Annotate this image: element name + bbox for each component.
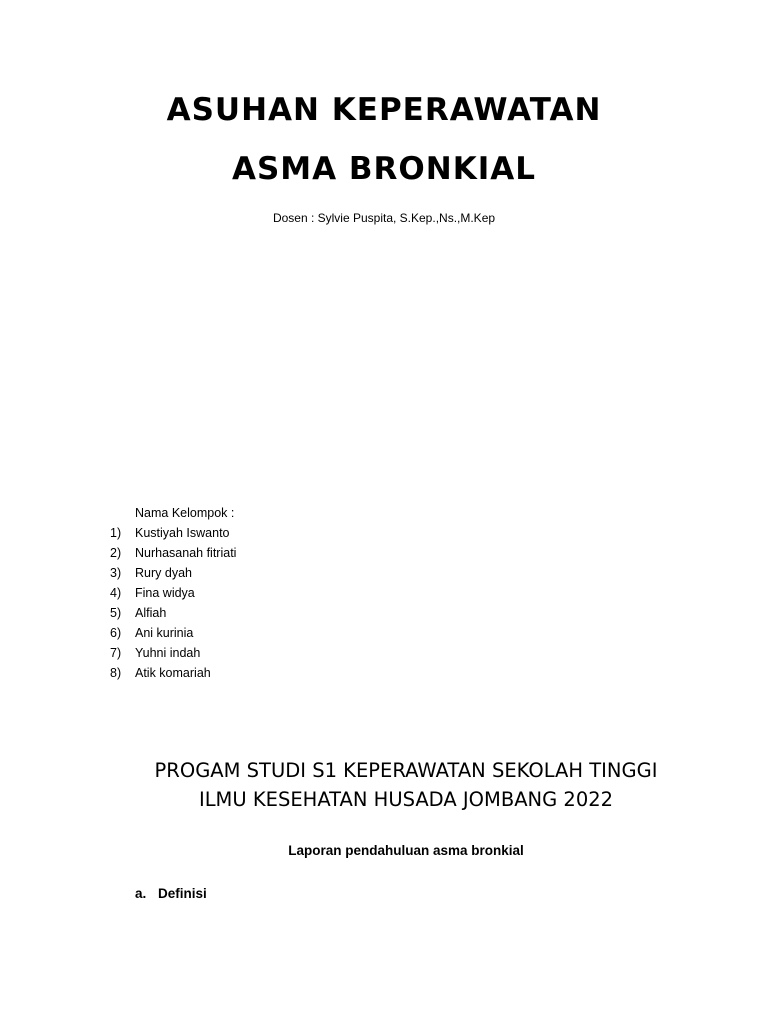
list-item xyxy=(110,626,236,646)
list-number: 2) xyxy=(110,546,122,560)
list-number: 8) xyxy=(110,666,122,680)
institution-line-1: PROGAM STUDI S1 KEPERAWATAN SEKOLAH TINGGI xyxy=(154,759,658,782)
member-name: Rury dyah xyxy=(135,566,192,580)
member-list xyxy=(110,526,236,686)
list-item xyxy=(110,666,236,686)
member-name: Ani kurinia xyxy=(135,626,194,640)
list-item xyxy=(110,646,236,666)
institution-block xyxy=(0,756,768,814)
document-title-line-1: ASUHAN KEPERAWATAN xyxy=(166,92,602,128)
list-number: 1) xyxy=(110,526,122,540)
section-heading xyxy=(135,886,207,901)
list-item xyxy=(110,546,236,566)
group-members-block xyxy=(110,506,236,686)
report-title: Laporan pendahuluan asma bronkial xyxy=(288,843,524,858)
list-item xyxy=(110,526,236,546)
list-item xyxy=(110,566,236,586)
member-name: Fina widya xyxy=(135,586,195,600)
lecturer-line: Dosen : Sylvie Puspita, S.Kep.,Ns.,M.Kep xyxy=(272,211,496,225)
document-title-line-2: ASMA BRONKIAL xyxy=(231,151,537,187)
member-name: Yuhni indah xyxy=(135,646,201,660)
section-marker: a. xyxy=(135,886,147,901)
member-name: Atik komariah xyxy=(135,666,211,680)
member-name: Kustiyah Iswanto xyxy=(135,526,230,540)
list-number: 3) xyxy=(110,566,122,580)
list-number: 6) xyxy=(110,626,122,640)
group-label: Nama Kelompok : xyxy=(135,506,235,520)
list-item xyxy=(110,586,236,606)
member-name: Nurhasanah fitriati xyxy=(135,546,237,560)
member-name: Alfiah xyxy=(135,606,167,620)
list-number: 7) xyxy=(110,646,122,660)
institution-line-2: ILMU KESEHATAN HUSADA JOMBANG 2022 xyxy=(198,788,614,811)
list-number: 5) xyxy=(110,606,122,620)
list-item xyxy=(110,606,236,626)
list-number: 4) xyxy=(110,586,122,600)
section-heading-text: Definisi xyxy=(158,886,207,901)
